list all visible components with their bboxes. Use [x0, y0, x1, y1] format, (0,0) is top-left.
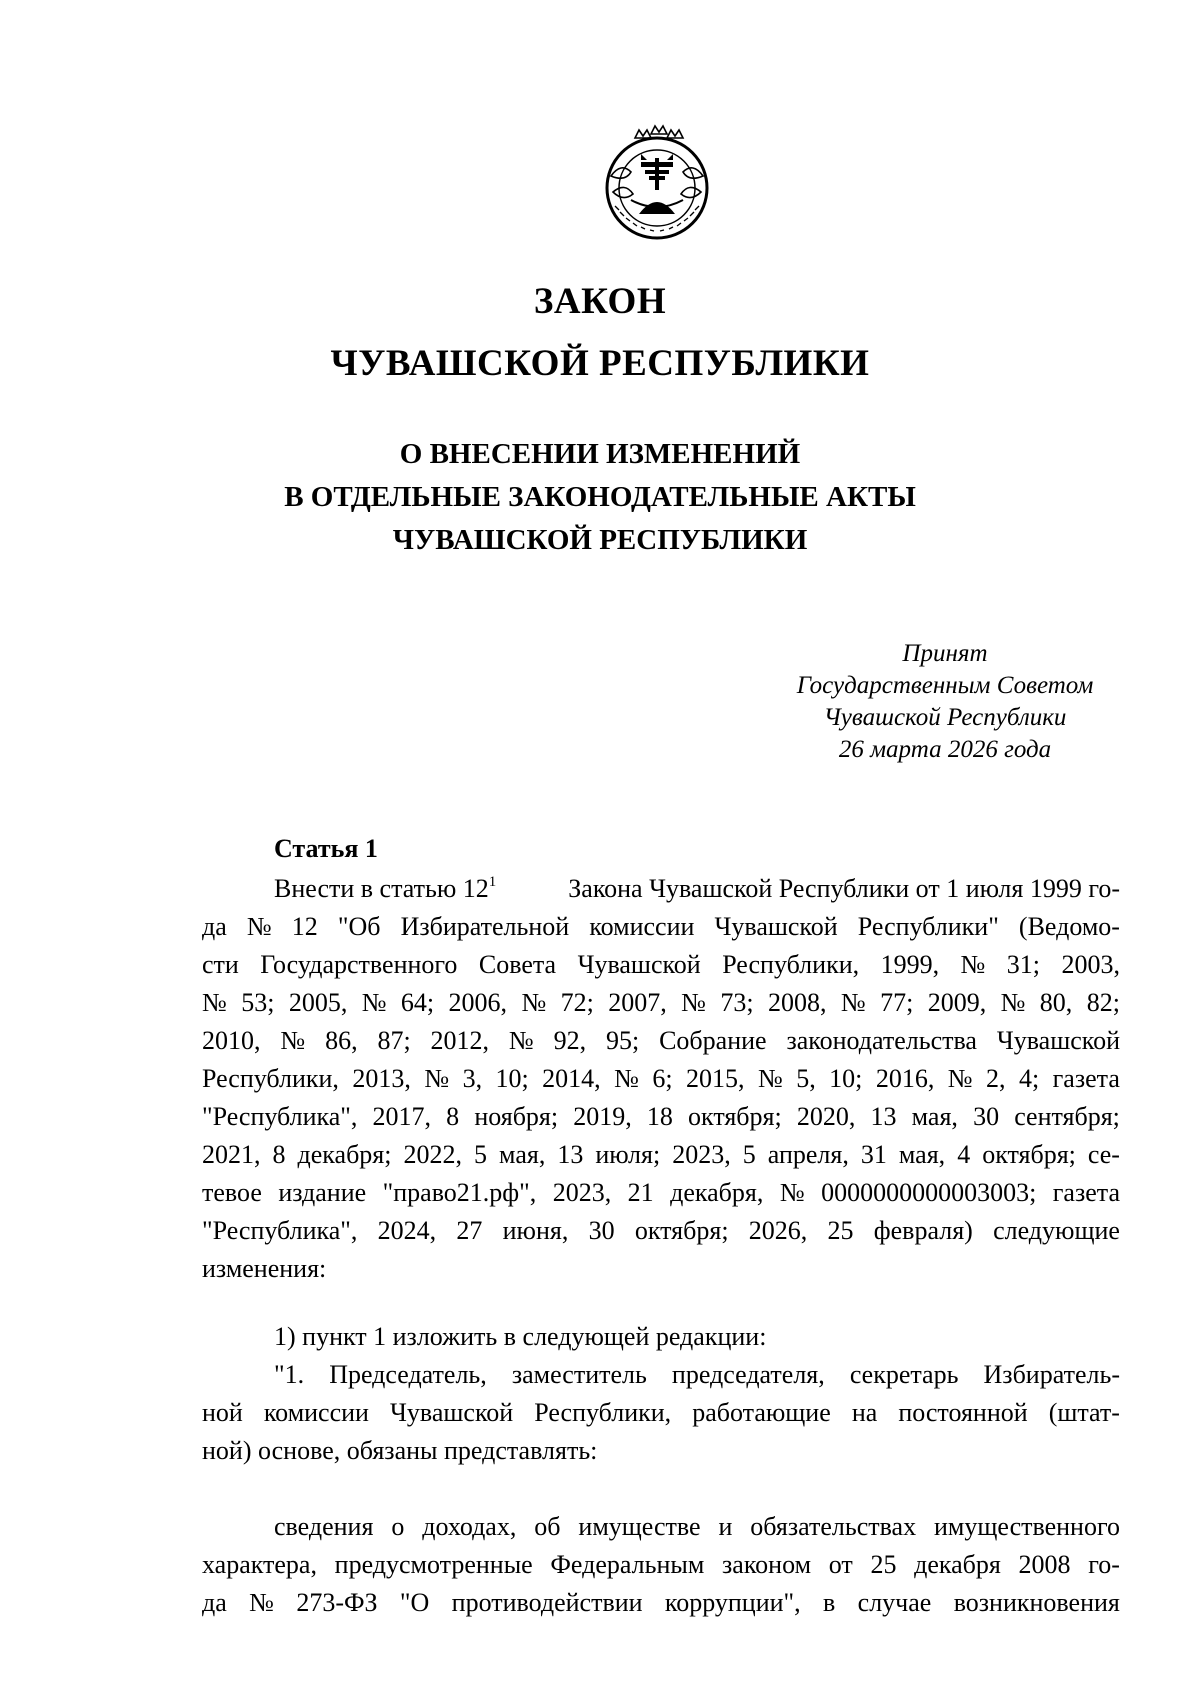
word: газета [1052, 1178, 1120, 1207]
word: 2019, [573, 1102, 632, 1131]
word: издание [278, 1178, 367, 1207]
word: 2014, [542, 1064, 601, 1093]
word: 273-ФЗ [296, 1588, 378, 1617]
word: "Об [337, 912, 381, 941]
word: 2015, [686, 1064, 745, 1093]
word: "Республика", [202, 1102, 358, 1131]
word: № [246, 912, 272, 941]
word: № [840, 988, 866, 1017]
word: октября; [634, 1216, 729, 1245]
word: 0000000000003003; [821, 1178, 1037, 1207]
word: Собрание [659, 1026, 767, 1055]
subtitle-line: ЧУВАШСКОЙ РЕСПУБЛИКИ [392, 524, 808, 556]
word: от [828, 1550, 853, 1579]
word: 4 [957, 1140, 971, 1169]
word: противодействии [451, 1588, 643, 1617]
word: 27 [456, 1216, 483, 1245]
item-1 [202, 1318, 1120, 1356]
word: сведения [274, 1512, 374, 1541]
word: 8 [272, 1140, 286, 1169]
word: се- [1087, 1140, 1120, 1169]
word: февраля) [873, 1216, 973, 1245]
word: Государственного [260, 950, 458, 979]
word: "Республика", [202, 1216, 358, 1245]
word: 5, [796, 1064, 816, 1093]
adoption-date: 26 марта 2026 года [838, 736, 1052, 763]
word: декабря, [670, 1178, 764, 1207]
word: тевое [202, 1178, 262, 1207]
word: 13 [557, 1140, 584, 1169]
word: 2009, [927, 988, 987, 1017]
paragraph-line [202, 1508, 1120, 1546]
word: Избиратель- [983, 1360, 1120, 1389]
adoption-note [780, 638, 1110, 766]
word: апреля, [767, 1140, 849, 1169]
word: 72; [560, 988, 594, 1017]
word: 25 [827, 1216, 854, 1245]
paragraph-line [202, 1174, 1120, 1212]
word: № [249, 1588, 274, 1617]
word: 2, [986, 1064, 1006, 1093]
paragraph-line [202, 1394, 1120, 1432]
word: (штат- [1048, 1398, 1120, 1427]
paragraph-line [202, 1136, 1120, 1174]
word: сти [202, 950, 239, 979]
word: № [757, 1064, 783, 1093]
word: 31 [860, 1140, 887, 1169]
word: 10; [829, 1064, 863, 1093]
word: Чувашской [996, 1026, 1120, 1055]
word: 21 [627, 1178, 654, 1207]
word: возникновения [953, 1588, 1120, 1617]
word: октября; [982, 1140, 1076, 1169]
word: 12 [291, 912, 318, 941]
word: мая, [898, 1140, 946, 1169]
word: доходах, [422, 1512, 517, 1541]
word: 13 [870, 1102, 897, 1131]
paragraph-line [202, 1060, 1120, 1098]
word: коррупции", [664, 1588, 801, 1617]
word: 2007, [608, 988, 667, 1017]
word: 31; [1006, 950, 1041, 979]
word: "1. [274, 1360, 305, 1389]
word: имущественного [934, 1512, 1120, 1541]
paragraph-line: 1) пункт 1 изложить в следующей редакции: [274, 1322, 767, 1351]
word: № [424, 1064, 450, 1093]
word: 86, [325, 1026, 358, 1055]
paragraph-line [202, 1098, 1120, 1136]
word: Республики, [534, 1398, 672, 1427]
word: ноября; [474, 1102, 559, 1131]
paragraph-line [202, 1212, 1120, 1250]
paragraph-line: изменения: [202, 1254, 327, 1283]
word: го- [1088, 1550, 1120, 1579]
word: декабря; [297, 1140, 392, 1169]
word: 92, [553, 1026, 587, 1055]
superscript: 1 [488, 874, 497, 890]
quoted-paragraph [202, 1356, 1120, 1470]
word: 18 [646, 1102, 673, 1131]
paragraph-line: ной) основе, обязаны представлять: [202, 1436, 598, 1465]
word: Республики, [202, 1064, 339, 1093]
word: 3, [462, 1064, 483, 1093]
word: следующие [993, 1216, 1120, 1245]
word: Чувашской [390, 1398, 514, 1427]
word: 5 [474, 1140, 488, 1169]
article-paragraph-3 [202, 1508, 1120, 1622]
word: Чувашской [577, 950, 701, 979]
word: 2017, [372, 1102, 432, 1131]
word: 2023, [672, 1140, 731, 1169]
word: 2008 [1018, 1550, 1071, 1579]
word: 77; [880, 988, 914, 1017]
subtitle-line: В ОТДЕЛЬНЫЕ ЗАКОНОДАТЕЛЬНЫЕ АКТЫ [284, 481, 916, 513]
word: Совета [478, 950, 557, 979]
word: № [779, 1178, 805, 1207]
word: 30 [973, 1102, 1000, 1131]
word: № [508, 1026, 534, 1055]
word: 30 [588, 1216, 615, 1245]
word: председателя, [671, 1360, 825, 1389]
word: № [947, 1064, 973, 1093]
article-paragraph [202, 870, 1120, 1288]
word: 2006, [448, 988, 508, 1017]
word: заместитель [511, 1360, 647, 1389]
word: законом [722, 1550, 812, 1579]
word: характера, [202, 1550, 317, 1579]
law-title-republic: ЧУВАШСКОЙ РЕСПУБЛИКИ [330, 343, 870, 384]
word: Республики" [857, 912, 999, 941]
paragraph-line [202, 908, 1120, 946]
word: № [521, 988, 547, 1017]
word: № [614, 1064, 639, 1093]
word: ной [202, 1398, 243, 1427]
word: 2016, [875, 1064, 935, 1093]
word: мая, [499, 1140, 546, 1169]
paragraph-fragment: Внести в статью $12^1$ [274, 874, 497, 903]
law-subtitle [0, 433, 1200, 562]
word: 2021, [202, 1140, 261, 1169]
word: 2024, [377, 1216, 437, 1245]
word: постоянной [898, 1398, 1028, 1427]
word: Федеральным [550, 1550, 705, 1579]
word: да [202, 1588, 227, 1617]
word: 53; [241, 988, 275, 1017]
word: 2023, [552, 1178, 612, 1207]
word: № [960, 950, 986, 979]
word: июня, [502, 1216, 569, 1245]
word: № [361, 988, 387, 1017]
word: октября; [688, 1102, 782, 1131]
paragraph-line [202, 984, 1120, 1022]
word: сентября; [1014, 1102, 1120, 1131]
word: № [1000, 988, 1026, 1017]
word: "О [399, 1588, 430, 1617]
word: "право21.рф", [382, 1178, 537, 1207]
word: комиссии [589, 912, 695, 941]
word: в [823, 1588, 836, 1617]
word: законодательства [786, 1026, 977, 1055]
word: 2022, [403, 1140, 463, 1169]
word: 4; [1018, 1064, 1040, 1093]
word: 2010, [202, 1026, 261, 1055]
word: 80, [1039, 988, 1073, 1017]
paragraph-line [202, 1356, 1120, 1394]
word: 82; [1086, 988, 1120, 1017]
word: 95; [605, 1026, 640, 1055]
word: № [280, 1026, 306, 1055]
word: 8 [446, 1102, 460, 1131]
chuvash-republic-emblem-icon [595, 118, 719, 242]
word: 87; [377, 1026, 411, 1055]
word: № [681, 988, 706, 1017]
word: 2012, [430, 1026, 490, 1055]
article-heading: Статья 1 [274, 834, 378, 863]
word: 2020, [796, 1102, 856, 1131]
word: да [202, 912, 227, 941]
word: 10; [495, 1064, 529, 1093]
word: июля; [595, 1140, 661, 1169]
word: мая, [911, 1102, 958, 1131]
word: 64; [400, 988, 435, 1017]
word: на [851, 1398, 878, 1427]
word: работающие [692, 1398, 831, 1427]
word: № [202, 988, 227, 1017]
word: декабря [914, 1550, 1001, 1579]
word: Избирательной [400, 912, 570, 941]
word: Республики, [722, 950, 860, 979]
word: случае [857, 1588, 932, 1617]
adoption-line: Чувашской Республики [823, 704, 1067, 731]
word: 5 [742, 1140, 756, 1169]
word: 1999, [880, 950, 940, 979]
word: 2003, [1061, 950, 1120, 979]
paragraph-line [202, 870, 1120, 908]
law-title: ЗАКОН [533, 281, 667, 322]
word: 73; [720, 988, 754, 1017]
adoption-line: Принят [902, 640, 988, 667]
paragraph-line [202, 1584, 1120, 1622]
paragraph-line [202, 946, 1120, 984]
word: и [718, 1512, 733, 1541]
word: об [534, 1512, 561, 1541]
subtitle-line: О ВНЕСЕНИИ ИЗМЕНЕНИЙ [399, 438, 801, 470]
word: (Ведомо- [1018, 912, 1120, 941]
word: 2026, [748, 1216, 808, 1245]
word: 2013, [352, 1064, 411, 1093]
word: 2005, [288, 988, 348, 1017]
word: о [391, 1512, 405, 1541]
word: Чувашской [714, 912, 838, 941]
word: 25 [870, 1550, 897, 1579]
word: предусмотренные [334, 1550, 533, 1579]
paragraph-fragment: Закона Чувашской Республики от 1 июля 1999 го- [568, 874, 1120, 903]
word: 6; [652, 1064, 673, 1093]
word: газета [1052, 1064, 1120, 1093]
word: 2008, [767, 988, 827, 1017]
paragraph-line [202, 1546, 1120, 1584]
adoption-line: Государственным Советом [796, 672, 1094, 699]
word: имуществе [578, 1512, 701, 1541]
paragraph-line [202, 1022, 1120, 1060]
word: секретарь [849, 1360, 959, 1389]
word: комиссии [263, 1398, 369, 1427]
word: Председатель, [329, 1360, 487, 1389]
word: обязательствах [750, 1512, 917, 1541]
